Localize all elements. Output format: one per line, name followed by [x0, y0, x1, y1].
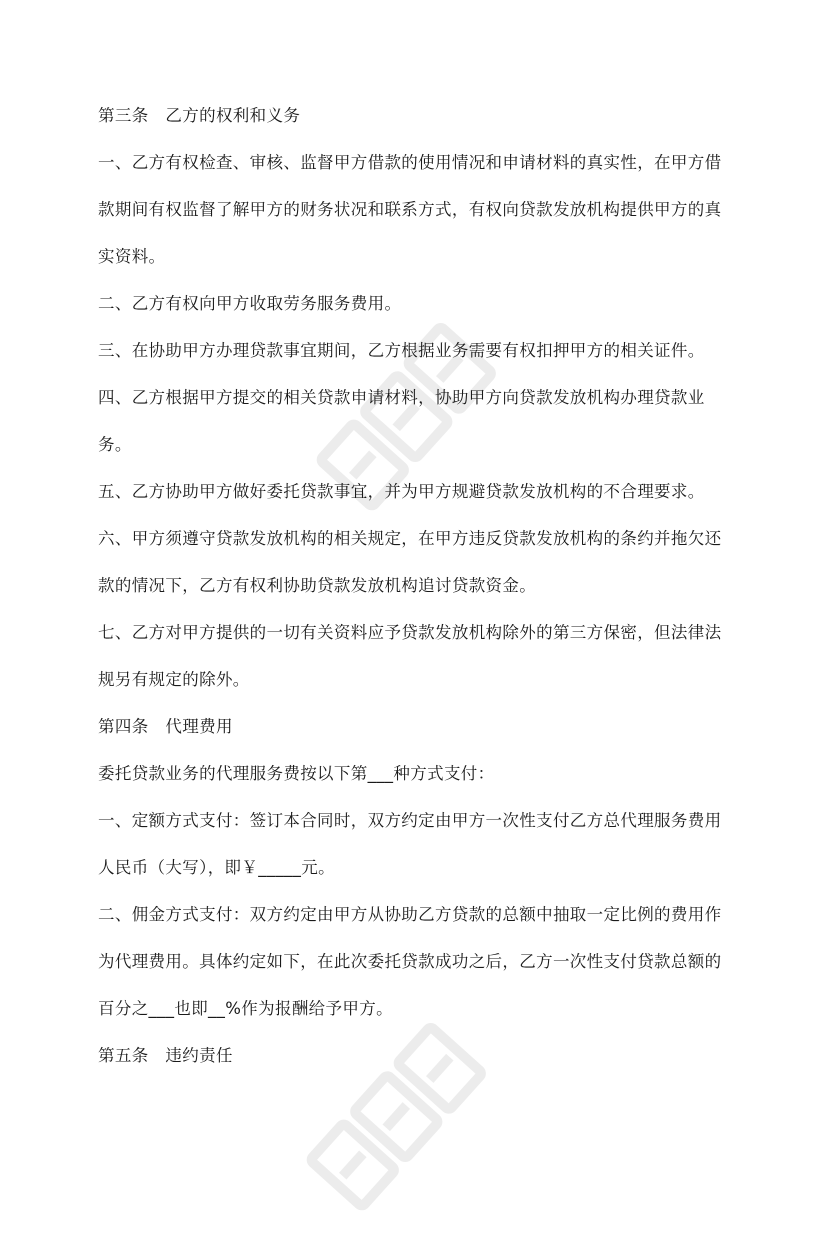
paragraph-line: 一、乙方有权检查、审核、监督甲方借款的使用情况和申请材料的真实性，在甲方借: [98, 153, 722, 172]
paragraph-line: 四、乙方根据甲方提交的相关贷款申请材料，协助甲方向贷款发放机构办理贷款业: [98, 388, 705, 407]
paragraph-line: 五、乙方协助甲方做好委托贷款事宜，并为甲方规避贷款发放机构的不合理要求。: [98, 482, 705, 501]
paragraph-line: 三、在协助甲方办理贷款事宜期间，乙方根据业务需要有权扣押甲方的相关证件。: [98, 341, 705, 360]
paragraph-line: 为代理费用。具体约定如下，在此次委托贷款成功之后，乙方一次性支付贷款总额的: [98, 952, 722, 971]
paragraph-line: 款期间有权监督了解甲方的财务状况和联系方式，有权向贷款发放机构提供甲方的真: [98, 200, 722, 219]
watermark-shape-icon: [290, 1010, 510, 1230]
paragraph-line: 二、佣金方式支付：双方约定由甲方从协助乙方贷款的总额中抽取一定比例的费用作: [98, 905, 722, 924]
paragraph-line: 百分之___也即__%作为报酬给予甲方。: [98, 999, 393, 1018]
paragraph-line: 一、定额方式支付：签订本合同时，双方约定由甲方一次性支付乙方总代理服务费用: [98, 811, 722, 830]
section-heading-4: 第四条 代理费用: [98, 717, 233, 736]
paragraph-line: 六、甲方须遵守贷款发放机构的相关规定，在甲方违反贷款发放机构的条约并拖欠还: [98, 529, 722, 548]
paragraph-line: 实资料。: [98, 247, 166, 266]
section-heading-3: 第三条 乙方的权利和义务: [98, 106, 301, 125]
paragraph-line: 二、乙方有权向甲方收取劳务服务费用。: [98, 294, 402, 313]
paragraph-line: 七、乙方对甲方提供的一切有关资料应予贷款发放机构除外的第三方保密，但法律法: [98, 623, 722, 642]
paragraph-line: 务。: [98, 435, 132, 454]
paragraph-line: 委托贷款业务的代理服务费按以下第___种方式支付：: [98, 764, 495, 783]
watermark-bottom: [290, 1010, 510, 1230]
section-heading-5: 第五条 违约责任: [98, 1046, 233, 1065]
paragraph-line: 人民币（大写），即￥_____元。: [98, 858, 335, 877]
paragraph-line: 款的情况下，乙方有权利协助贷款发放机构追讨贷款资金。: [98, 576, 537, 595]
paragraph-line: 规另有规定的除外。: [98, 670, 250, 689]
